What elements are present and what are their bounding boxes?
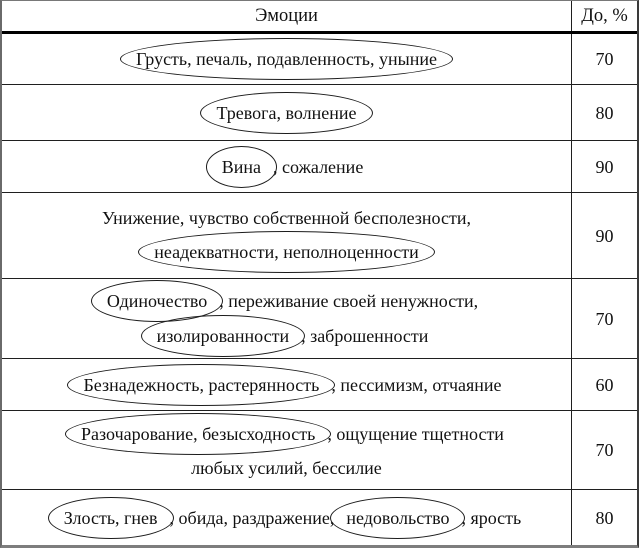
emotions-cell	[2, 193, 571, 278]
circled-emotion: неадекватности, неполноценности	[138, 231, 434, 273]
percent-cell: 80	[571, 490, 637, 545]
emotion-line	[145, 322, 429, 350]
table-row	[2, 141, 637, 193]
circled-emotion: Разочарование, безысходность	[65, 413, 331, 455]
emotion-line	[124, 45, 449, 73]
emotion-text: , сожаление	[272, 156, 364, 177]
emotion-text: Унижение, чувство собственной бесполезности,	[102, 208, 471, 228]
circled-emotion: Безнадежность, растерянность	[67, 364, 335, 406]
percent-cell: 70	[571, 411, 637, 489]
emotion-text: , заброшенности	[301, 326, 429, 346]
emotion-text: , пессимизм, отчаяние	[331, 374, 502, 395]
emotion-text: , ярость	[461, 507, 522, 528]
emotion-line	[52, 504, 522, 532]
emotion-line	[69, 420, 504, 448]
header-percent: До, %	[571, 1, 637, 31]
percent-cell: 80	[571, 85, 637, 140]
emotions-cell	[2, 279, 571, 358]
table-row	[2, 411, 637, 490]
emotion-text: любых усилий, бессилие	[191, 457, 382, 478]
emotions-cell	[2, 359, 571, 410]
circled-emotion: Тревога, волнение	[200, 92, 372, 134]
emotion-text: , переживание своей ненужности,	[219, 291, 479, 311]
emotions-cell	[2, 34, 571, 84]
percent-cell: 90	[571, 141, 637, 192]
percent-cell: 70	[571, 279, 637, 358]
percent-cell: 90	[571, 193, 637, 278]
emotion-line	[191, 455, 382, 481]
circled-emotion: изолированности	[141, 315, 305, 357]
table-row	[2, 85, 637, 141]
emotion-line	[95, 287, 478, 315]
table-row	[2, 34, 637, 85]
emotion-line	[102, 205, 471, 231]
percent-cell: 70	[571, 34, 637, 84]
header-emotions: Эмоции	[255, 6, 318, 26]
circled-emotion: Одиночество	[91, 280, 223, 322]
emotion-line	[210, 153, 364, 181]
table-row	[2, 490, 637, 545]
circled-emotion: Вина	[206, 146, 277, 188]
emotion-line	[142, 238, 430, 266]
table-row	[2, 359, 637, 411]
table-header-row	[2, 1, 637, 34]
emotions-cell	[2, 411, 571, 489]
percent-cell: 60	[571, 359, 637, 410]
emotions-cell	[2, 490, 571, 545]
circled-emotion: Грусть, печаль, подавленность, уныние	[120, 38, 453, 80]
table-body	[2, 34, 637, 545]
emotion-line	[71, 371, 501, 399]
circled-emotion: Злость, гнев	[48, 497, 174, 539]
emotions-cell	[2, 85, 571, 140]
emotion-line	[204, 99, 368, 127]
table-row	[2, 193, 637, 279]
table-row	[2, 279, 637, 359]
emotion-text: , обида, раздражение,	[169, 507, 335, 528]
emotion-text: , ощущение тщетности	[327, 423, 504, 444]
circled-emotion: недовольство	[330, 497, 465, 539]
emotions-cell	[2, 141, 571, 192]
